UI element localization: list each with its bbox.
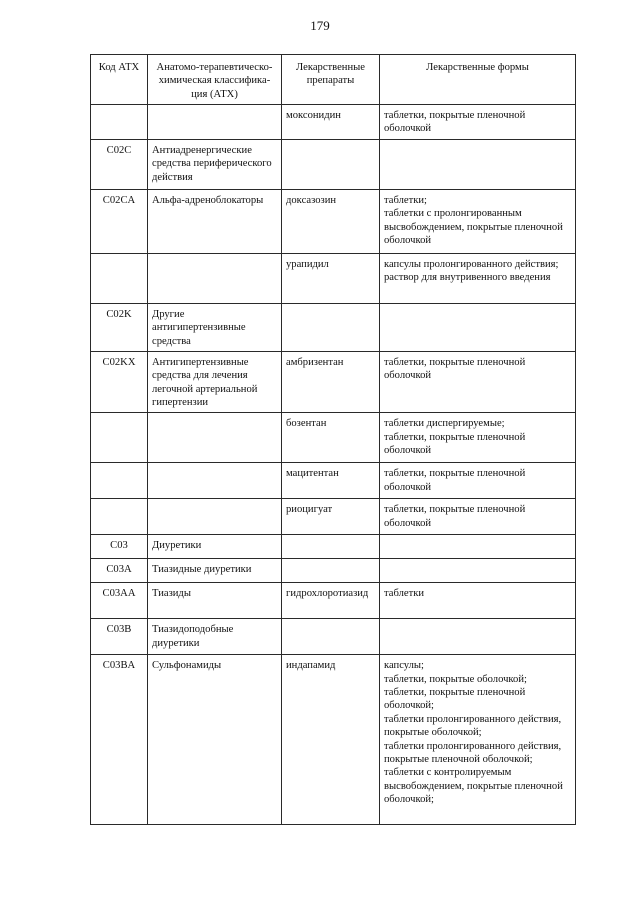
- dosage-forms-cell: [380, 463, 576, 499]
- dosage-forms-cell: [380, 499, 576, 535]
- dosage-forms-cell: [380, 535, 576, 559]
- dosage-form-entry: таблетки с контролируемым высвобождением, покрытые пленочной оболочкой;: [384, 767, 563, 805]
- atx-code-cell: C02KX: [91, 352, 148, 413]
- atx-classification-cell: [148, 463, 282, 499]
- atx-classification-cell: Тиазидоподобные диуретики: [148, 619, 282, 655]
- drug-name-cell: бозентан: [282, 413, 380, 463]
- drug-name-cell: [282, 559, 380, 583]
- atx-classification-cell: [148, 105, 282, 140]
- dosage-form-entry: капсулы;: [384, 660, 424, 672]
- dosage-form-entry: таблетки;: [384, 195, 427, 207]
- atx-code-cell: [91, 463, 148, 499]
- dosage-form-entry: таблетки диспергируемые;: [384, 418, 505, 430]
- dosage-forms-cell: [380, 655, 576, 825]
- atx-code-cell: C03AA: [91, 583, 148, 619]
- atx-code-cell: C02C: [91, 140, 148, 190]
- table-row: [91, 559, 576, 583]
- dosage-form-entry: таблетки, покрытые пленочной оболочкой: [384, 504, 526, 529]
- dosage-forms-cell: [380, 559, 576, 583]
- dosage-form-entry: таблетки, покрытые пленочной оболочкой: [384, 357, 526, 382]
- table-row: [91, 105, 576, 140]
- header-atx-classification: Анатомо-терапевтическо-химическая классифика-ция (АТХ): [148, 55, 282, 105]
- header-drugs: Лекарственные препараты: [282, 55, 380, 105]
- dosage-forms-cell: [380, 140, 576, 190]
- page-number: 179: [310, 18, 330, 33]
- atx-classification-cell: Антиадренергические средства периферического действия: [148, 140, 282, 190]
- table-row: [91, 655, 576, 825]
- drug-name-cell: амбризентан: [282, 352, 380, 413]
- atx-classification-cell: Диуретики: [148, 535, 282, 559]
- header-atx-code: Код АТХ: [91, 55, 148, 105]
- atx-classification-cell: Сульфонамиды: [148, 655, 282, 825]
- dosage-forms-cell: [380, 190, 576, 254]
- dosage-forms-cell: [380, 304, 576, 352]
- dosage-form-entry: раствор для внутривенного введения: [384, 272, 551, 284]
- drug-name-cell: [282, 304, 380, 352]
- table-row: [91, 254, 576, 304]
- dosage-form-entry: таблетки пролонгированного действия, покрытые пленочной оболочкой;: [384, 740, 562, 765]
- dosage-forms-cell: [380, 619, 576, 655]
- dosage-form-entry: таблетки: [384, 588, 425, 600]
- atx-code-cell: [91, 499, 148, 535]
- dosage-forms-cell: [380, 583, 576, 619]
- atx-classification-cell: [148, 499, 282, 535]
- dosage-form-entry: таблетки с пролонгированным высвобождением, покрытые пленочной оболочкой: [384, 208, 563, 247]
- drug-name-cell: риоцигуат: [282, 499, 380, 535]
- dosage-form-entry: таблетки, покрытые пленочной оболочкой;: [384, 687, 526, 712]
- drug-name-cell: гидрохлоротиазид: [282, 583, 380, 619]
- table-row: [91, 619, 576, 655]
- atx-classification-cell: Другие антигипертензивные средства: [148, 304, 282, 352]
- dosage-forms-cell: [380, 105, 576, 140]
- atx-classification-cell: [148, 413, 282, 463]
- atx-code-cell: C03: [91, 535, 148, 559]
- atx-classification-table: [90, 54, 576, 825]
- atx-classification-cell: Антигипертензивные средства для лечения легочной артериальной гипертензии: [148, 352, 282, 413]
- atx-code-cell: C03A: [91, 559, 148, 583]
- dosage-form-entry: таблетки, покрытые пленочной оболочкой: [384, 431, 526, 457]
- dosage-form-entry: капсулы пролонгированного действия;: [384, 259, 559, 271]
- atx-code-cell: [91, 413, 148, 463]
- drug-name-cell: доксазозин: [282, 190, 380, 254]
- atx-code-cell: [91, 105, 148, 140]
- header-dosage-forms: Лекарственные формы: [380, 55, 576, 105]
- drug-name-cell: [282, 535, 380, 559]
- atx-classification-cell: [148, 254, 282, 304]
- atx-code-cell: C03B: [91, 619, 148, 655]
- table-row: [91, 304, 576, 352]
- dosage-form-entry: таблетки, покрытые оболочкой;: [384, 673, 527, 685]
- atx-code-cell: C02K: [91, 304, 148, 352]
- atx-classification-cell: Тиазиды: [148, 583, 282, 619]
- drug-name-cell: [282, 619, 380, 655]
- atx-code-cell: [91, 254, 148, 304]
- atx-code-cell: C03BA: [91, 655, 148, 825]
- dosage-form-entry: таблетки пролонгированного действия, покрытые оболочкой;: [384, 713, 562, 739]
- table-row: [91, 535, 576, 559]
- dosage-form-entry: таблетки, покрытые пленочной оболочкой: [384, 110, 526, 135]
- table-row: [91, 463, 576, 499]
- dosage-forms-cell: [380, 352, 576, 413]
- drug-name-cell: мацитентан: [282, 463, 380, 499]
- dosage-form-entry: таблетки, покрытые пленочной оболочкой: [384, 468, 526, 493]
- table-body: [91, 105, 576, 825]
- dosage-forms-cell: [380, 413, 576, 463]
- drug-name-cell: индапамид: [282, 655, 380, 825]
- table-row: [91, 140, 576, 190]
- table-row: [91, 413, 576, 463]
- table-row: [91, 583, 576, 619]
- atx-code-cell: C02CA: [91, 190, 148, 254]
- atx-classification-cell: Альфа-адреноблокаторы: [148, 190, 282, 254]
- table-row: [91, 190, 576, 254]
- dosage-forms-cell: [380, 254, 576, 304]
- table-row: [91, 352, 576, 413]
- table-header-row: [91, 55, 576, 105]
- drug-name-cell: моксонидин: [282, 105, 380, 140]
- atx-classification-cell: Тиазидные диуретики: [148, 559, 282, 583]
- drug-name-cell: урапидил: [282, 254, 380, 304]
- table-row: [91, 499, 576, 535]
- drug-name-cell: [282, 140, 380, 190]
